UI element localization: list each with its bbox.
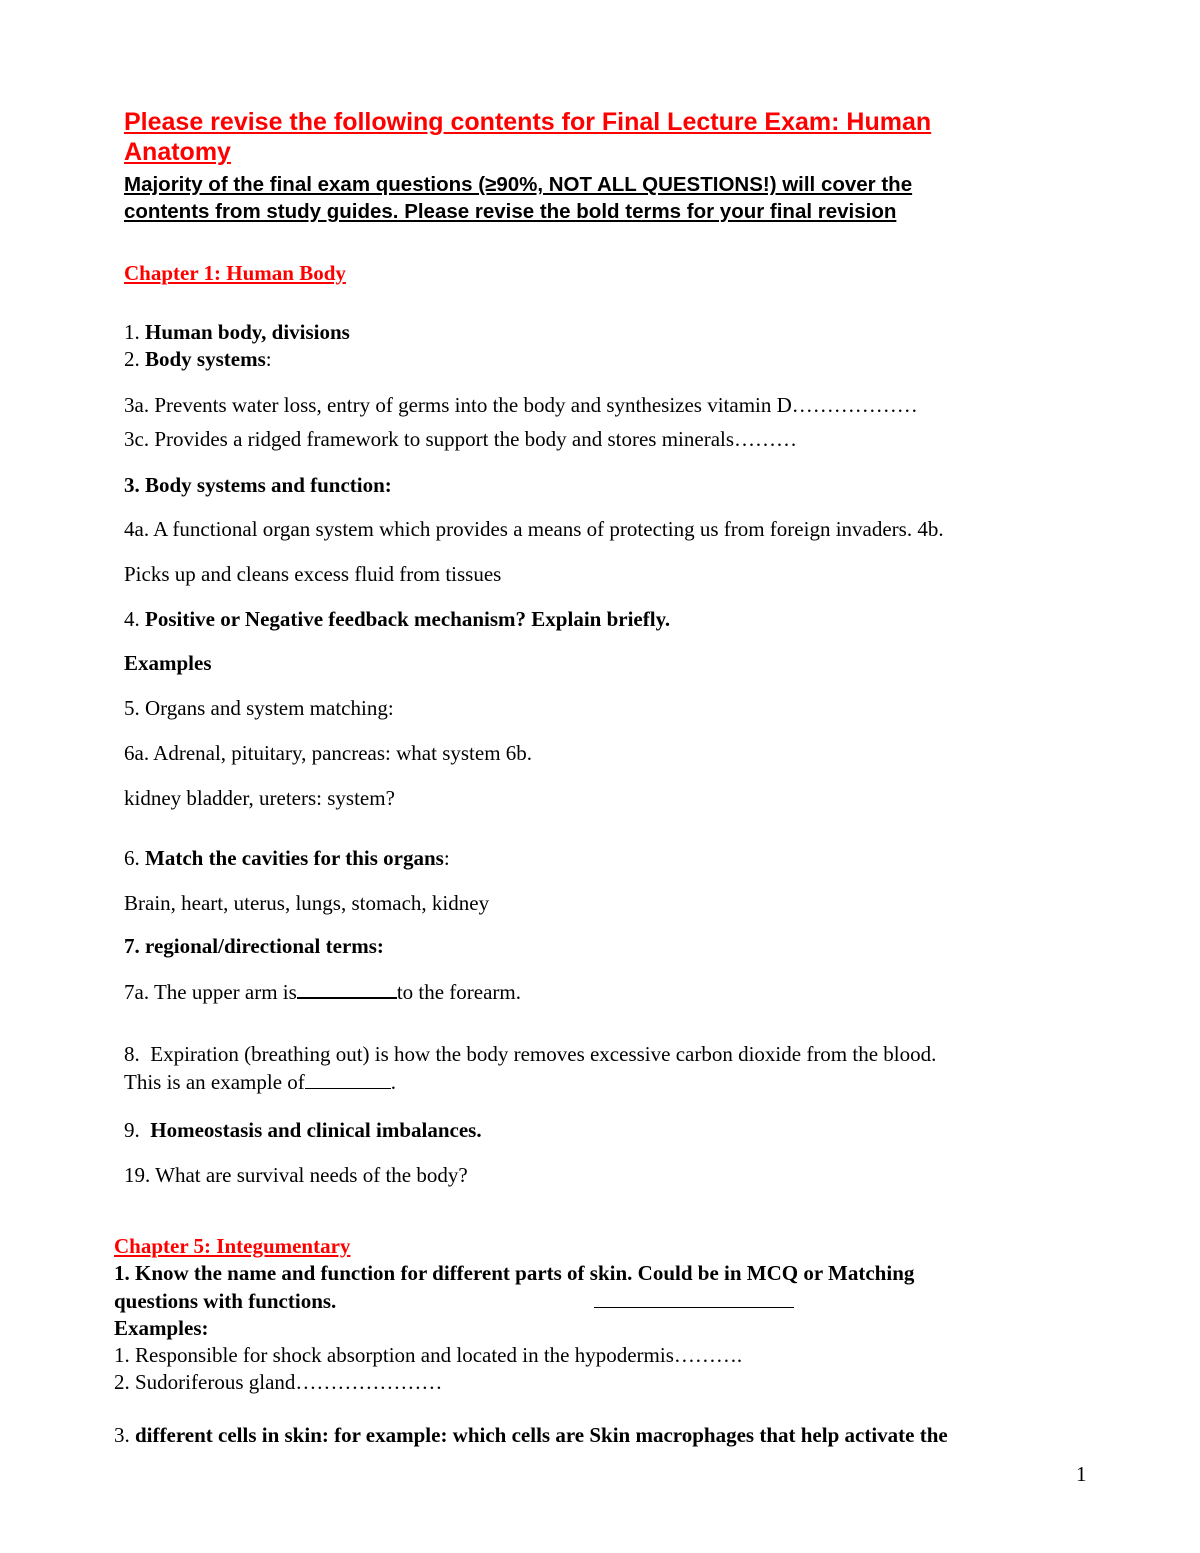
page-title-line-1: Please revise the following contents for Final Lecture Exam: Human — [124, 108, 932, 136]
page-title-line-2: Anatomy — [124, 138, 231, 166]
ch1-item-8-after: . — [390, 1070, 397, 1094]
ch1-item-4a: 4a. A functional organ system which provides a means of protecting us from foreign invaders. 4b. — [124, 517, 944, 541]
ch1-item-8-number: 8. — [124, 1042, 140, 1066]
ch1-item-4-text: Positive or Negative feedback mechanism? Explain briefly. — [145, 607, 671, 631]
ch1-item-8-text: Expiration (breathing out) is how the body removes excessive carbon dioxide from the blood. — [150, 1042, 937, 1066]
ch1-item-19: 19. What are survival needs of the body? — [124, 1163, 468, 1187]
ch1-item-3c: 3c. Provides a ridged framework to support the body and stores minerals……… — [124, 427, 798, 451]
ch5-example-1: 1. Responsible for shock absorption and located in the hypodermis………. — [114, 1343, 743, 1367]
ch1-item-6-colon: : — [443, 846, 450, 870]
ch1-item-9 — [124, 1117, 482, 1143]
subtitle-line-1: Majority of the final exam questions (≥90%, NOT ALL QUESTIONS!) will cover the — [124, 173, 913, 196]
ch1-item-2-text: Body systems — [145, 347, 266, 371]
ch1-item-3-heading: 3. Body systems and function: — [124, 473, 392, 497]
ch1-item-4 — [124, 606, 670, 632]
ch5-item-1-blank — [594, 1289, 794, 1308]
ch5-item-1-line-2-text: questions with functions. — [114, 1289, 337, 1313]
ch5-item-3-text: different cells in skin: for example: which cells are Skin macrophages that help activate the — [135, 1423, 948, 1447]
ch1-item-6b: kidney bladder, ureters: system? — [124, 786, 395, 810]
ch1-item-7a-after: to the forearm. — [396, 980, 522, 1004]
ch5-item-1-line-2 — [114, 1288, 794, 1314]
ch5-example-2: 2. Sudoriferous gland………………… — [114, 1370, 443, 1394]
ch1-item-5: 5. Organs and system matching: — [124, 696, 394, 720]
ch1-item-1 — [124, 319, 350, 345]
ch1-item-8-before: This is an example of — [124, 1070, 305, 1094]
ch5-item-3 — [114, 1422, 948, 1448]
ch1-item-7a-blank — [297, 979, 397, 999]
ch1-item-8-line-2 — [124, 1069, 396, 1095]
ch1-item-4b: Picks up and cleans excess fluid from tissues — [124, 562, 502, 586]
ch1-item-9-text: Homeostasis and clinical imbalances. — [150, 1118, 482, 1142]
chapter-5-heading: Chapter 5: Integumentary — [114, 1234, 351, 1258]
ch1-item-7a — [124, 979, 521, 1005]
ch1-item-2-colon: : — [265, 347, 272, 371]
ch1-item-2 — [124, 346, 272, 372]
ch1-item-2-number: 2. — [124, 347, 140, 371]
chapter-1-heading: Chapter 1: Human Body — [124, 261, 346, 285]
ch1-item-6-number: 6. — [124, 846, 140, 870]
ch1-item-1-text: Human body, divisions — [145, 320, 350, 344]
ch1-item-7-heading: 7. regional/directional terms: — [124, 934, 384, 958]
ch1-item-6a: 6a. Adrenal, pituitary, pancreas: what system 6b. — [124, 741, 533, 765]
subtitle-line-2: contents from study guides. Please revise the bold terms for your final revision — [124, 200, 897, 223]
ch1-item-3a: 3a. Prevents water loss, entry of germs into the body and synthesizes vitamin D……………… — [124, 393, 918, 417]
ch1-item-8-line-1 — [124, 1041, 936, 1067]
ch1-item-6 — [124, 845, 450, 871]
ch5-item-1-line-1: 1. Know the name and function for different parts of skin. Could be in MCQ or Matching — [114, 1261, 915, 1285]
ch1-item-9-number: 9. — [124, 1118, 140, 1142]
ch1-item-7a-before: 7a. The upper arm is — [124, 980, 297, 1004]
ch1-item-8-blank — [305, 1070, 391, 1089]
ch1-item-6-organ-list: Brain, heart, uterus, lungs, stomach, kidney — [124, 891, 490, 915]
ch5-examples-label: Examples: — [114, 1316, 209, 1340]
ch5-item-3-number: 3. — [114, 1423, 130, 1447]
page-number: 1 — [1076, 1462, 1087, 1486]
ch1-examples-label: Examples — [124, 651, 212, 675]
ch1-item-4-number: 4. — [124, 607, 140, 631]
ch1-item-1-number: 1. — [124, 320, 140, 344]
ch1-item-6-text: Match the cavities for this organs — [145, 846, 444, 870]
